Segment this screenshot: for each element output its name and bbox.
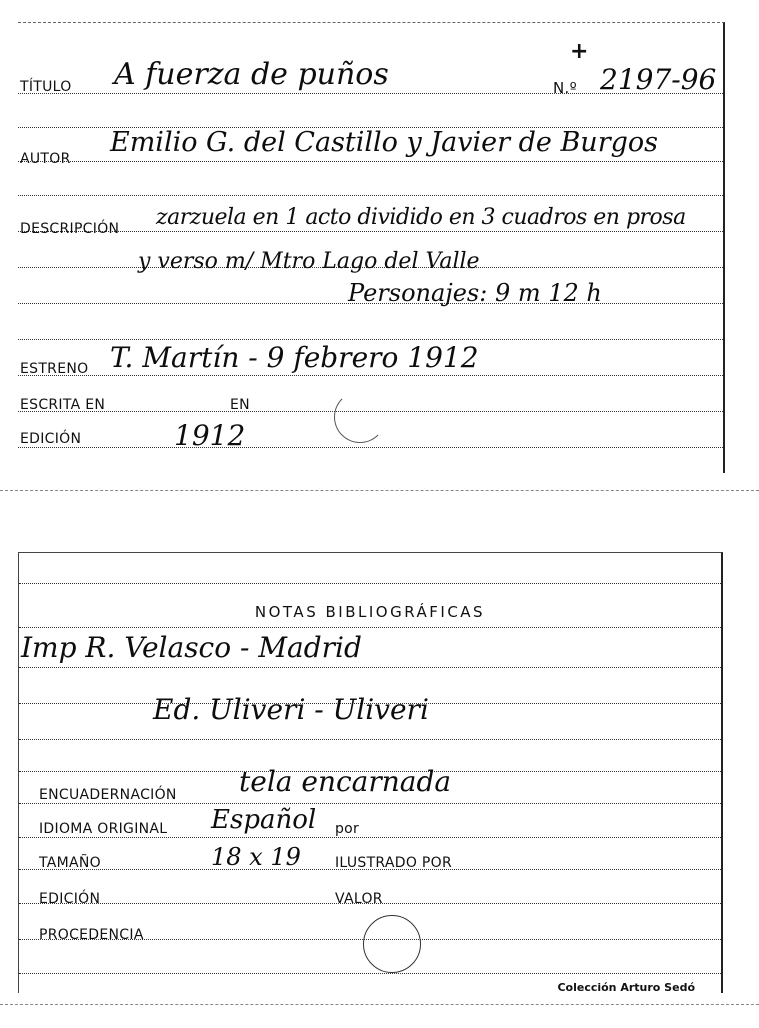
ruled-line	[18, 447, 723, 448]
ruled-line	[18, 375, 723, 376]
ruled-line	[19, 627, 721, 628]
estreno-label: ESTRENO	[20, 361, 89, 377]
escrita-en-label: ESCRITA EN	[20, 397, 106, 413]
tamano-value: 18 x 19	[211, 843, 301, 871]
collection-credit: Colección Arturo Sedó	[557, 981, 695, 994]
descripcion-line3: Personajes: 9 m 12 h	[348, 279, 602, 307]
catalog-card-top	[18, 22, 725, 473]
titulo-label: TÍTULO	[20, 79, 72, 95]
titulo-value: A fuerza de puños	[114, 57, 389, 92]
encuadernacion-value: tela encarnada	[239, 765, 452, 798]
ilustrado-por-label: ILUSTRADO POR	[335, 855, 452, 871]
ruled-line	[18, 231, 723, 232]
catalog-card-bottom	[18, 552, 723, 993]
en-label: EN	[230, 397, 250, 413]
valor-label: VALOR	[335, 891, 383, 907]
ruled-line	[19, 583, 721, 584]
tamano-label: TAMAÑO	[39, 855, 101, 871]
descripcion-label: DESCRIPCIÓN	[20, 221, 120, 237]
notas-bibliograficas-title: NOTAS BIBLIOGRÁFICAS	[254, 603, 486, 621]
descripcion-line1: zarzuela en 1 acto dividido en 3 cuadros en prosa	[156, 205, 686, 230]
cross-mark: +	[570, 39, 589, 64]
stamp-circle-mark	[363, 915, 421, 973]
encuadernacion-label: ENCUADERNACIÓN	[39, 787, 177, 803]
ruled-line	[18, 339, 723, 340]
idioma-original-value: Español	[211, 805, 317, 835]
procedencia-label: PROCEDENCIA	[39, 927, 144, 943]
idioma-original-label: IDIOMA ORIGINAL	[39, 821, 168, 837]
ruled-line	[19, 837, 721, 838]
ruled-line	[19, 739, 721, 740]
autor-value: Emilio G. del Castillo y Javier de Burgos	[110, 127, 659, 158]
notas-line1: Imp R. Velasco - Madrid	[21, 631, 362, 664]
por-label: por	[335, 821, 360, 837]
ruled-line	[19, 667, 721, 668]
ruled-line	[18, 195, 723, 196]
descripcion-line2: y verso m/ Mtro Lago del Valle	[138, 249, 480, 274]
edicion-label: EDICIÓN	[20, 431, 82, 447]
ruled-line	[19, 803, 721, 804]
autor-label: AUTOR	[20, 151, 71, 167]
edicion-label-bottom: EDICIÓN	[39, 891, 101, 907]
ruled-line	[19, 973, 721, 974]
faint-stamp-mark	[334, 391, 386, 443]
edicion-value: 1912	[174, 419, 246, 452]
notas-line2: Ed. Uliveri - Uliveri	[153, 693, 429, 726]
estreno-value: T. Martín - 9 febrero 1912	[110, 341, 479, 374]
separator-line-bottom	[0, 1004, 759, 1005]
numero-label: N.º	[553, 79, 577, 97]
numero-value: 2197-96	[600, 63, 717, 96]
separator-line	[0, 490, 759, 491]
ruled-line	[18, 161, 723, 162]
